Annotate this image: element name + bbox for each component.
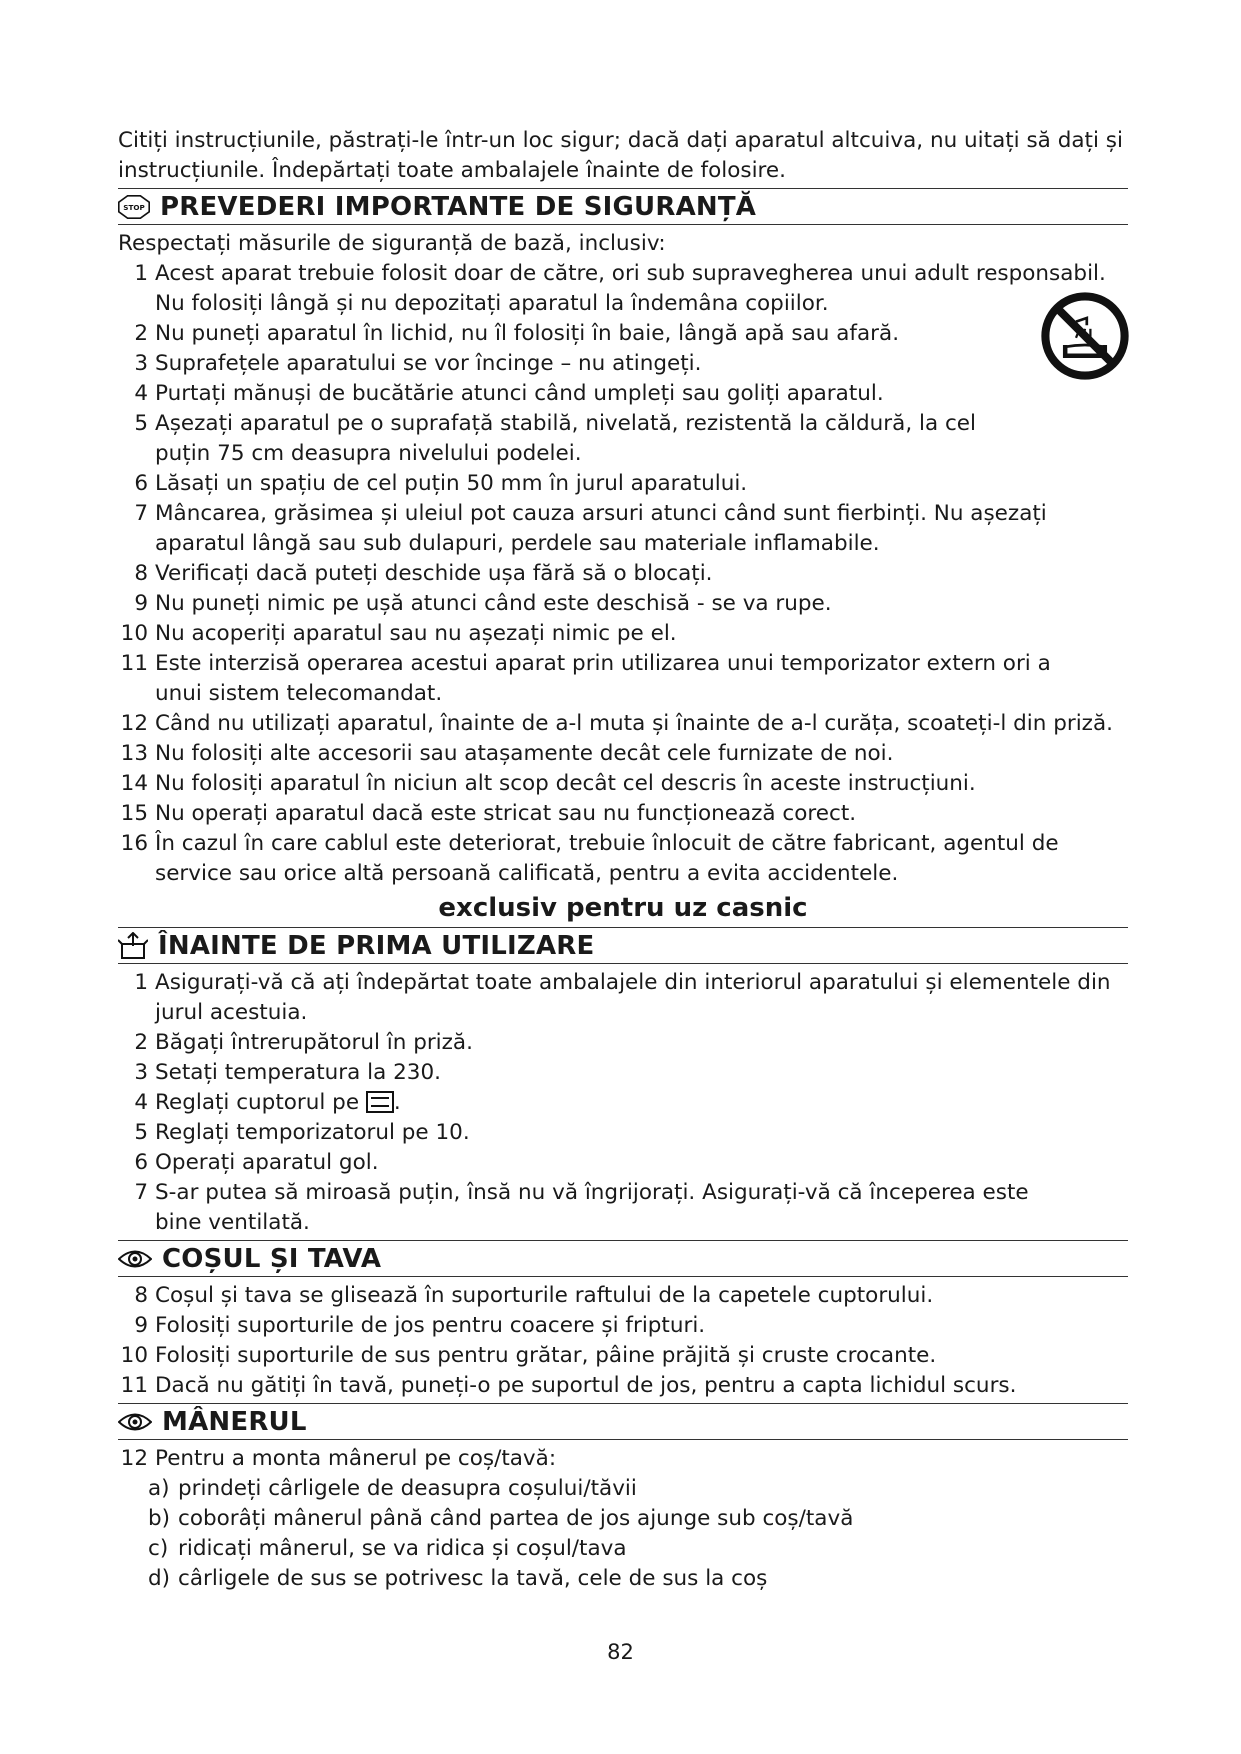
list-item: 5 Reglați temporizatorul pe 10. xyxy=(134,1120,470,1145)
list-item: 16 În cazul în care cablul este deteriorat, trebuie înlocuit de către fabricant, agentul de service sau orice altă persoană calificată, pentru a evita accidentele. xyxy=(120,831,1059,886)
list-item: 10 Folosiți suporturile de sus pentru grătar, pâine prăjită și cruste crocante. xyxy=(120,1343,937,1368)
list-item: 7 Mâncarea, grăsimea și uleiul pot cauza arsuri atunci când sunt fierbinți. Nu așezați aparatul lângă sau sub dulapuri, perdele sau materiale inflamabile. xyxy=(134,501,1047,556)
list-item: 3 Suprafețele aparatului se vor încinge – nu atingeți. xyxy=(134,351,702,376)
sub-list-item: b) coborâți mânerul până când partea de jos ajunge sub coș/tavă xyxy=(148,1506,854,1531)
list-item: 13 Nu folosiți alte accesorii sau atașamente decât cele furnizate de noi. xyxy=(120,741,894,766)
unpack-icon xyxy=(118,932,148,960)
list-item: 6 Lăsați un spațiu de cel puțin 50 mm în jurul aparatului. xyxy=(134,471,748,496)
sub-list-item: a) prindeți cârligele de deasupra coșului/tăvii xyxy=(148,1476,637,1501)
basket-section-header xyxy=(118,1240,1128,1277)
list-item: 11 Este interzisă operarea acestui aparat prin utilizarea unui temporizator extern ori a unui sistem telecomandat. xyxy=(120,651,1051,706)
svg-text:STOP: STOP xyxy=(123,202,145,212)
document-page xyxy=(118,126,1128,1594)
list-item: 7 S-ar putea să miroasă puțin, însă nu vă îngrijorați. Asigurați-vă că începerea este bine ventilată. xyxy=(134,1180,1029,1235)
intro-paragraph: Citiți instrucțiunile, păstrați-le într-un loc sigur; dacă dați aparatul altcuiva, nu uitați să dați și instrucțiunile. Îndepărtați toate ambalajele înainte de folosire. xyxy=(118,128,1123,183)
stop-icon xyxy=(118,195,150,219)
safety-lead: Respectați măsurile de siguranță de bază, inclusiv: xyxy=(118,231,666,256)
list-item: 9 Nu puneți nimic pe ușă atunci când este deschisă - se va rupe. xyxy=(134,591,832,616)
list-item: 12 Când nu utilizați aparatul, înainte de a-l muta și înainte de a-l curăța, scoateți-l din priză. xyxy=(120,711,1113,736)
sub-list-item: d) cârligele de sus se potrivesc la tavă, cele de sus la coș xyxy=(148,1566,768,1591)
list-item: 11 Dacă nu gătiți în tavă, puneți-o pe suportul de jos, pentru a capta lichidul scurs. xyxy=(120,1373,1017,1398)
list-item: 8 Coșul și tava se glisează în suporturile raftului de la capetele cuptorului. xyxy=(134,1283,934,1308)
list-item: 12 Pentru a monta mânerul pe coș/tavă: xyxy=(120,1446,557,1471)
safety-list xyxy=(118,259,1128,889)
list-item: 2 Nu puneți aparatul în lichid, nu îl folosiți în baie, lângă apă sau afară. xyxy=(134,321,900,346)
first-use-section-header xyxy=(118,927,1128,964)
handle-section-header xyxy=(118,1403,1128,1440)
list-item: 4 Reglați cuptorul pe . xyxy=(134,1090,401,1115)
sub-list-item: c) ridicați mânerul, se va ridica și coșul/tava xyxy=(148,1536,627,1561)
page-number: 82 xyxy=(607,1640,634,1664)
oven-setting-icon xyxy=(366,1091,394,1113)
list-item: 3 Setați temperatura la 230. xyxy=(134,1060,441,1085)
list-item: 6 Operați aparatul gol. xyxy=(134,1150,379,1175)
list-item: 10 Nu acoperiți aparatul sau nu așezați nimic pe el. xyxy=(120,621,677,646)
list-item: 15 Nu operați aparatul dacă este stricat sau nu funcționează corect. xyxy=(120,801,857,826)
handle-title: MÂNERUL xyxy=(162,1406,307,1437)
list-item: 1 Acest aparat trebuie folosit doar de către, ori sub supravegherea unui adult responsabil. Nu folosiți lângă și nu depozitați aparatul la îndemâna copiilor. xyxy=(134,261,1106,316)
list-item: 1 Asigurați-vă că ați îndepărtat toate ambalajele din interiorul aparatului și elementele din jurul acestuia. xyxy=(134,970,1111,1025)
list-item: 2 Băgați întrerupătorul în priză. xyxy=(134,1030,473,1055)
list-item: 8 Verificați dacă puteți deschide ușa fără să o blocați. xyxy=(134,561,713,586)
first-use-list xyxy=(118,968,1128,1238)
list-item: 14 Nu folosiți aparatul în niciun alt scop decât cel descris în aceste instrucțiuni. xyxy=(120,771,976,796)
list-item: 5 Așezați aparatul pe o suprafață stabilă, nivelată, rezistentă la căldură, la cel puțin 75 cm deasupra nivelului podelei. xyxy=(134,411,976,466)
eye-icon xyxy=(118,1411,152,1433)
basket-title: COȘUL ȘI TAVA xyxy=(162,1243,382,1274)
handle-list xyxy=(118,1444,1128,1594)
list-item: 4 Purtați mănuși de bucătărie atunci când umpleți sau goliți aparatul. xyxy=(134,381,884,406)
household-use-note: exclusiv pentru uz casnic xyxy=(438,893,808,923)
basket-list xyxy=(118,1281,1128,1401)
list-item: 9 Folosiți suporturile de jos pentru coacere și fripturi. xyxy=(134,1313,706,1338)
safety-title: PREVEDERI IMPORTANTE DE SIGURANȚĂ xyxy=(160,191,757,222)
safety-section-header xyxy=(118,188,1128,225)
eye-icon xyxy=(118,1248,152,1270)
first-use-title: ÎNAINTE DE PRIMA UTILIZARE xyxy=(158,930,595,961)
